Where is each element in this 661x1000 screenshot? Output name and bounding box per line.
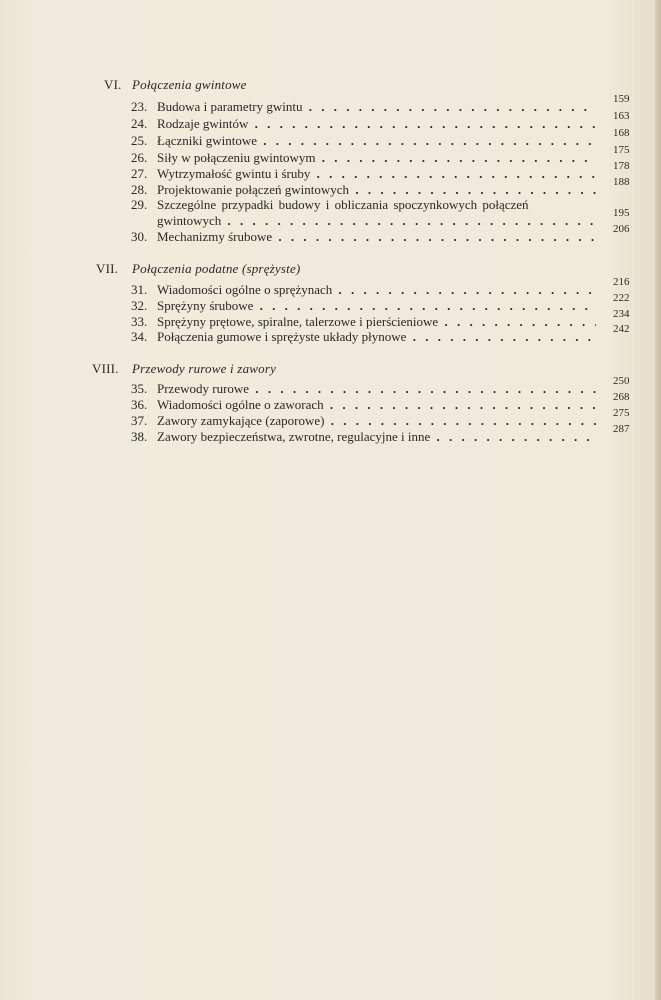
entry-page: 287 (613, 423, 630, 435)
toc-entry (131, 323, 630, 347)
entry-page: 234 (613, 308, 630, 320)
entry-page: 175 (613, 144, 630, 156)
entry-title: Łączniki gwintowe . . . (157, 133, 596, 149)
section-number: VIII. (92, 361, 119, 376)
entry-number: 36. (131, 397, 148, 412)
entry-title: Rodzaje gwintów . . . (157, 116, 596, 132)
entry-title: Zawory bezpieczeństwa, zwrotne, regulacyjne i inne . . . (157, 429, 596, 445)
entry-page: 242 (613, 323, 630, 335)
section-title: Połączenia podatne (sprężyste) (132, 261, 301, 276)
entry-page: 268 (613, 391, 630, 403)
entry-number: 23. (131, 99, 148, 114)
entry-page: 250 (613, 375, 630, 387)
entry-page: 206 (613, 223, 630, 235)
entry-number: 28. (131, 182, 148, 197)
entry-title: Wiadomości ogólne o zaworach . . . (157, 397, 596, 413)
entry-number: 29. (131, 197, 148, 212)
entry-page: 195 (613, 207, 630, 219)
entry-title: Mechanizmy śrubowe . . . (157, 229, 596, 245)
entry-page: 163 (613, 110, 630, 122)
toc-entry (131, 423, 630, 447)
entry-title: Szczególne przypadki budowy i obliczania spoczynkowych połączeń (157, 197, 529, 212)
page-edge (655, 0, 661, 1000)
section-number: VI. (104, 77, 122, 92)
entry-title: Projektowanie połączeń gwintowych . . . (157, 182, 596, 198)
entry-number: 38. (131, 429, 148, 444)
entry-title: Wytrzymałość gwintu i śruby . . . (157, 166, 596, 182)
entry-number: 35. (131, 381, 148, 396)
entry-title: Siły w połączeniu gwintowym . . . (157, 150, 596, 166)
entry-title: Budowa i parametry gwintu . . . (157, 99, 596, 115)
entry-number: 24. (131, 116, 148, 131)
entry-title: Sprężyny prętowe, spiralne, talerzowe i pierścieniowe . . . (157, 314, 596, 330)
entry-title: Sprężyny śrubowe . . . (157, 298, 596, 314)
entry-number: 26. (131, 150, 148, 165)
entry-number: 32. (131, 298, 148, 313)
entry-number: 31. (131, 282, 148, 297)
entry-title: Zawory zamykające (zaporowe) . . . (157, 413, 596, 429)
entry-page: 222 (613, 292, 630, 304)
entry-number: 37. (131, 413, 148, 428)
entry-page: 188 (613, 176, 630, 188)
entry-page: 178 (613, 160, 630, 172)
entry-number: 33. (131, 314, 148, 329)
entry-title: Połączenia gumowe i sprężyste układy płynowe . . . (157, 329, 596, 345)
section-title: Połączenia gwintowe (132, 77, 247, 92)
entry-number: 27. (131, 166, 148, 181)
entry-title-continued: gwintowych . . . (157, 213, 596, 229)
entry-page: 168 (613, 127, 630, 139)
entry-number: 34. (131, 329, 148, 344)
entry-number: 30. (131, 229, 148, 244)
section-number: VII. (96, 261, 119, 276)
entry-page: 159 (613, 93, 630, 105)
entry-title: Przewody rurowe . . . (157, 381, 596, 397)
entry-title: Wiadomości ogólne o sprężynach . . . (157, 282, 596, 298)
section-title: Przewody rurowe i zawory (132, 361, 277, 376)
entry-number: 25. (131, 133, 148, 148)
toc-entry (131, 223, 630, 247)
entry-page: 275 (613, 407, 630, 419)
entry-page: 216 (613, 276, 630, 288)
